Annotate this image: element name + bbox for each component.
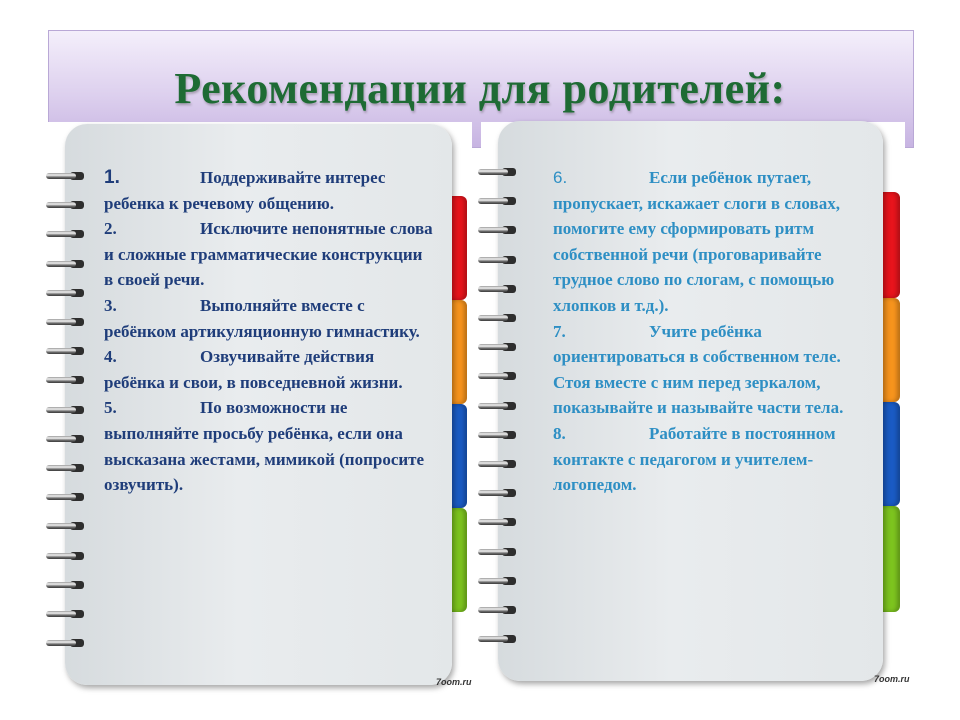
item-text: Озвучивайте действия ребёнка и свои, в повседневной жизни.	[104, 347, 403, 392]
spiral-ring	[478, 575, 518, 587]
tab-red	[880, 192, 900, 298]
spiral-ring	[46, 550, 86, 562]
item-number: 2.	[104, 219, 117, 239]
item-text: Исключите непонятные слова и сложные грамматические конструкции в своей речи.	[104, 219, 433, 290]
item-text: Выполняйте вместе с ребёнком артикуляционную гимнастику.	[104, 295, 420, 341]
item-number: 4.	[104, 347, 117, 367]
item-number: 6.	[553, 168, 568, 187]
spiral-ring	[478, 312, 518, 324]
list-item	[553, 421, 873, 498]
spiral-ring	[46, 520, 86, 532]
list-item	[104, 165, 434, 216]
list-item	[104, 395, 434, 497]
spiral-ring	[46, 404, 86, 416]
spiral-ring	[478, 458, 518, 470]
spiral-ring	[46, 608, 86, 620]
spiral-ring	[46, 374, 86, 386]
item-text: Поддерживайте интерес ребенка к речевому общению.	[104, 168, 386, 213]
spiral-ring	[46, 316, 86, 328]
left-recommendations-list	[104, 165, 434, 498]
spiral-ring	[46, 433, 86, 445]
spiral-ring	[478, 487, 518, 499]
spiral-ring	[478, 254, 518, 266]
item-number: 1.	[104, 167, 120, 188]
spiral-ring	[478, 224, 518, 236]
spiral-ring	[478, 633, 518, 645]
spiral-ring	[478, 370, 518, 382]
spiral-ring	[478, 516, 518, 528]
spiral-ring	[46, 228, 86, 240]
spiral-ring	[46, 637, 86, 649]
tab-green	[880, 506, 900, 612]
spiral-ring	[478, 283, 518, 295]
right-site-mark: 7oom.ru	[874, 674, 910, 684]
list-item	[553, 319, 873, 421]
spiral-ring	[46, 258, 86, 270]
spiral-ring	[478, 166, 518, 178]
list-item	[104, 293, 434, 344]
left-site-mark: 7oom.ru	[436, 677, 472, 687]
item-number: 3.	[104, 295, 117, 315]
item-text: Если ребёнок путает, пропускает, искажает слоги в словах, помогите ему сформировать ритм собственной речи (проговаривайте трудное слово по слогам, с помощью хлопков и т.д.).	[553, 168, 840, 315]
tab-orange	[880, 298, 900, 402]
item-number: 5.	[104, 398, 117, 418]
spiral-ring	[478, 546, 518, 558]
tab-blue	[880, 402, 900, 506]
list-item	[104, 344, 434, 395]
item-number: 7.	[553, 321, 566, 341]
spiral-ring	[478, 341, 518, 353]
spiral-ring	[478, 400, 518, 412]
spiral-ring	[46, 462, 86, 474]
spiral-ring	[478, 429, 518, 441]
spiral-ring	[46, 170, 86, 182]
spiral-ring	[46, 345, 86, 357]
item-text: Работайте в постоянном контакте с педагогом и учителем-логопедом.	[553, 423, 836, 495]
list-item	[104, 216, 434, 293]
spiral-ring	[478, 195, 518, 207]
spiral-ring	[46, 491, 86, 503]
right-notebook-tabs	[880, 192, 900, 614]
item-text: По возможности не выполняйте просьбу ребёнка, если она высказана жестами, мимикой (попросите озвучить).	[104, 398, 425, 495]
item-text: Учите ребёнка ориентироваться в собственном теле. Стоя вместе с ним перед зеркалом, показывайте и называйте части тела.	[553, 321, 844, 418]
right-recommendations-list	[553, 165, 873, 498]
spiral-ring	[46, 579, 86, 591]
item-number: 8.	[553, 423, 566, 443]
spiral-ring	[46, 287, 86, 299]
spiral-ring	[46, 199, 86, 211]
page-title: Рекомендации для родителей:	[174, 64, 786, 113]
list-item	[553, 165, 873, 319]
spiral-ring	[478, 604, 518, 616]
